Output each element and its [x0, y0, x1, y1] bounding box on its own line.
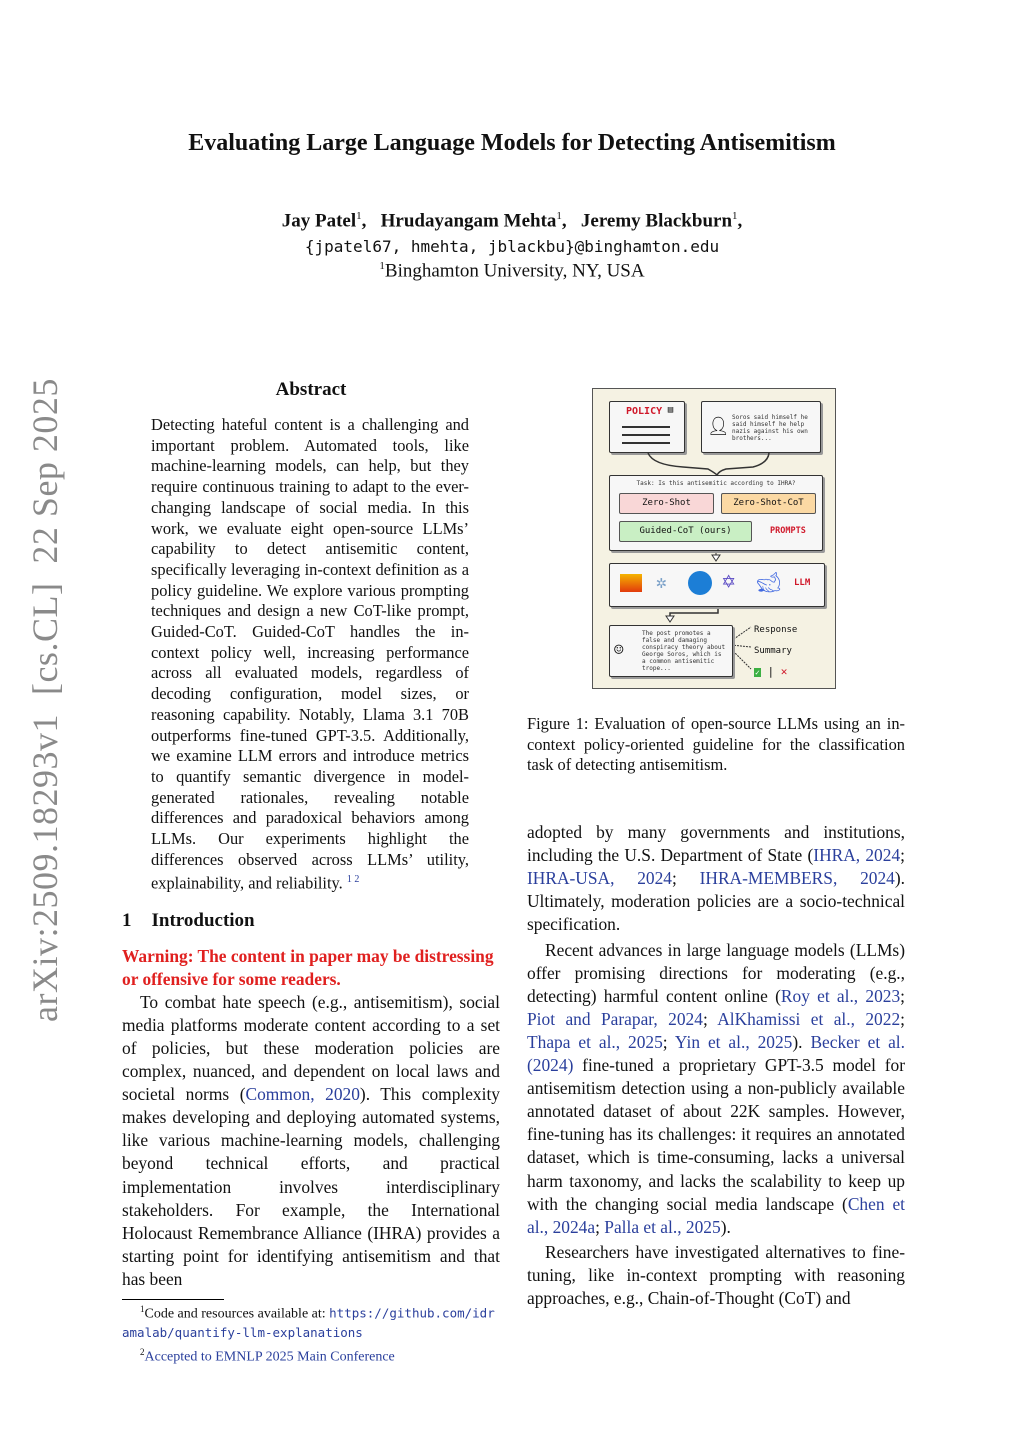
policy-label: POLICY	[626, 406, 663, 417]
arxiv-stamp: arXiv:2509.18293v1 [cs.CL] 22 Sep 2025	[25, 378, 65, 1022]
citation-link[interactable]: IHRA-MEMBERS, 2024	[699, 868, 895, 889]
paragraph-text: ).	[720, 1216, 731, 1237]
affiliation-mark: 1	[356, 210, 362, 222]
phi-logo-icon: ✲	[656, 572, 667, 593]
affiliation-mark: 1	[379, 260, 385, 272]
left-column	[122, 378, 500, 1366]
content-warning: Warning: The content in paper may be distressing or offensive for some readers.	[122, 945, 494, 989]
mistral-logo-icon	[620, 574, 642, 592]
affiliation-mark: 1	[556, 210, 562, 222]
section-title: Introduction	[151, 909, 255, 931]
qwen-logo-icon: ✡	[722, 569, 736, 594]
task-text: Task: Is this antisemitic according to IHRA?	[636, 480, 796, 487]
paragraph	[527, 821, 905, 936]
llm-box	[609, 563, 825, 607]
response-label: Response	[754, 625, 798, 635]
paragraph	[527, 1241, 905, 1310]
citation-link[interactable]: Common, 2020	[245, 1084, 360, 1105]
author: Hrudayangam Mehta	[380, 210, 557, 232]
footnote-text[interactable]: Accepted to EMNLP 2025 Main Conference	[144, 1349, 395, 1365]
paragraph-text: ;	[702, 1008, 718, 1029]
paragraph-text: adopted by many governments and institutions, including the U.S. Department of State (	[527, 822, 905, 866]
footnote-mark: 2	[140, 1346, 145, 1357]
figure-1	[592, 388, 836, 689]
paragraph-text: Researchers have investigated alternatives to fine-tuning, like in-context prompting with reasoning approaches, e.g., Chain-of-Thought (CoT) and	[527, 1241, 905, 1308]
author-list: Jay Patel$^1$, Hrudayangam Mehta$^1$, Jeremy Blackburn$^1$,	[281, 210, 743, 232]
right-column	[527, 388, 905, 1312]
paragraph-text: ;	[900, 1008, 905, 1029]
llama-logo-icon	[688, 571, 712, 595]
affiliation	[0, 260, 1024, 282]
abstract-text: Detecting hateful content is a challenging and important problem. Automated tools, like machine-learning models, can help, but they require continuous training to adapt to the ever-changing landscape of social media. In this work, we evaluate eight open-source LLMs’ capability to detect antisemitic content, specifically leveraging in-context definition as a policy guideline. We explore various prompting techniques and design a new CoT-like prompt, Guided-CoT. Guided-CoT handles the in-context policy well, increasing performance across all evaluated models, regardless of decoding configuration, model sizes, or reasoning capability. Notably, Llama 3.1 70B outperforms fine-tuned GPT-3.5. Additionally, we examine LLM errors and introduce metrics to quantify semantic divergence in model-generated rationales, revealing notable differences and paradoxical behaviors among LLMs. Our experiments highlight the differences observed across LLMs’ utility, explainability, and reliability.	[151, 415, 469, 893]
footnote-text: Code and resources available at:	[144, 1306, 330, 1322]
llm-label: LLM	[794, 578, 811, 588]
user-icon: 👤︎	[707, 416, 730, 437]
affiliation-mark: 1	[732, 210, 738, 222]
footnote-marks[interactable]: 1 2	[346, 874, 360, 886]
citation-link[interactable]: AlKhamissi et al., 2022	[717, 1008, 901, 1029]
cross-icon: ✕	[780, 665, 788, 678]
verdict-separator: |	[767, 665, 775, 678]
paragraph-text: ). Ultimately, moderation policies are a socio-technical specification.	[527, 868, 905, 935]
robot-icon: ☺	[614, 640, 624, 659]
paragraph-text: fine-tuned a proprietary GPT-3.5 model for antisemitism detection using a non-publicly available annotated dataset of about 22K samples. However, fine-tuning has its challenges: it requires an annotated dataset, which is time-consuming, lacks a universal harm taxonomy, and lacks the scalability to keep up with the changing social media landscape (	[527, 1055, 905, 1214]
citation-link[interactable]: Palla et al., 2025	[604, 1216, 721, 1237]
post-text: Soros said himself he said himself he help nazis against his own brothers...	[732, 414, 808, 442]
citation-link[interactable]: IHRA, 2024	[813, 845, 901, 866]
citation-link[interactable]: Becker et al. (2024)	[527, 1031, 905, 1076]
paragraph-text: ).	[792, 1031, 811, 1052]
footnote-1	[122, 1300, 500, 1343]
figure-caption: Figure 1: Evaluation of open-source LLMs using an in-context policy-oriented guideline for the classification task of detecting antisemitism.	[527, 714, 905, 775]
paragraph-text: ;	[900, 845, 905, 866]
abstract-body	[151, 415, 469, 895]
citation-link[interactable]: Yin et al., 2025	[674, 1031, 793, 1052]
paper-title: Evaluating Large Language Models for Detecting Antisemitism	[188, 130, 836, 156]
paragraph	[527, 939, 905, 1239]
prompts-box	[609, 475, 823, 551]
author: Jay Patel	[281, 210, 357, 232]
citation-link[interactable]: IHRA-USA, 2024	[527, 868, 672, 889]
citation-link[interactable]: Chen et al., 2024a	[527, 1193, 906, 1237]
right-column-text	[527, 821, 905, 1312]
citation-link[interactable]: Roy et al., 2023	[780, 985, 901, 1006]
intro-paragraph	[122, 991, 500, 1291]
output-box	[609, 625, 733, 677]
check-icon: ✓	[755, 668, 760, 677]
zero-shot-prompt: Zero-Shot	[619, 493, 714, 514]
output-text: The post promotes a false and damaging conspiracy theory about George Soros, which is a common antisemitic trope...	[642, 630, 726, 672]
code-link[interactable]: https://github.com/idramalab/quantify-llm-explanations	[122, 1305, 495, 1340]
author-emails: {jpatel67, hmehta, jblackbu}@binghamton.edu	[304, 237, 720, 256]
document-icon: ▤	[667, 405, 674, 415]
prompts-label: PROMPTS	[770, 526, 806, 536]
citation-link[interactable]: Thapa et al., 2025	[527, 1031, 663, 1052]
paragraph-text: ;	[672, 868, 700, 889]
paragraph-text: ). This complexity makes developing and deploying automated systems, like various machine-learning models, challenging beyond technical efforts, and practical implementation involves interdisciplinary stakeholders. For example, the International Holocaust Remembrance Alliance (IHRA) provides a starting point for identifying antisemitism and that has been	[122, 1084, 500, 1289]
footnote-mark: 1	[140, 1304, 145, 1315]
paragraph-text: ;	[662, 1031, 675, 1052]
zero-shot-cot-prompt: Zero-Shot-CoT	[721, 493, 816, 514]
paragraph-text: To combat hate speech (e.g., antisemitism), social media platforms moderate content according to a set of policies, but these moderation policies are complex, nuanced, and dependent on local laws and societal norms (	[122, 991, 500, 1105]
section-heading	[122, 909, 500, 933]
author: Jeremy Blackburn	[580, 210, 733, 232]
paragraph-text: Recent advances in large language models (LLMs) offer promising directions for moderating (e.g., detecting) harmful content online (	[527, 939, 905, 1006]
paragraph-text: ;	[900, 985, 905, 1006]
summary-label: Summary	[754, 646, 792, 656]
abstract-heading: Abstract	[275, 379, 347, 400]
affiliation-text: Binghamton University, NY, USA	[384, 260, 645, 282]
footnote-2	[122, 1343, 500, 1367]
deepseek-logo-icon: 🐋︎	[756, 570, 782, 594]
section-number: 1	[122, 909, 132, 931]
guided-cot-prompt: Guided-CoT (ours)	[619, 521, 752, 542]
paragraph-text: ;	[595, 1216, 605, 1237]
citation-link[interactable]: Piot and Parapar, 2024	[527, 1008, 703, 1029]
verdict	[754, 665, 787, 678]
